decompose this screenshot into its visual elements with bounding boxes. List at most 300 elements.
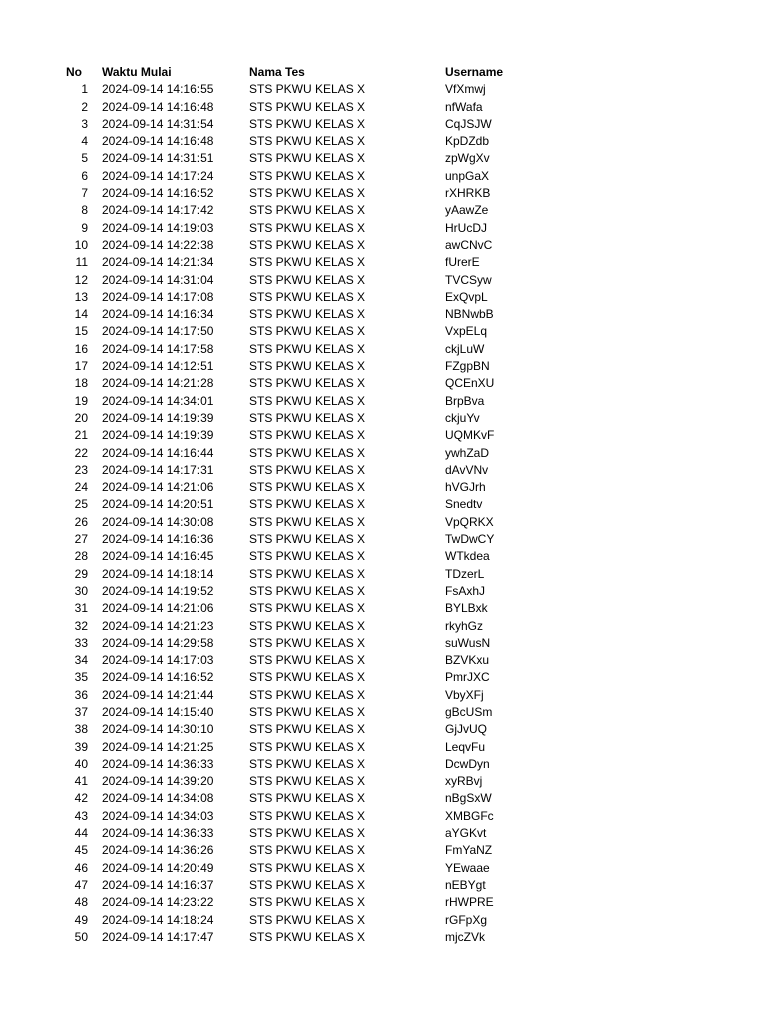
table-row	[66, 496, 545, 513]
row-number	[66, 635, 102, 652]
table-row	[66, 600, 545, 617]
username-cell: rHWPRE	[445, 895, 494, 910]
start-time-cell: 2024-09-14 14:16:52	[102, 186, 214, 201]
row-number	[66, 514, 102, 531]
start-time-cell: 2024-09-14 14:19:39	[102, 428, 214, 443]
row-number-label: 40	[74, 756, 88, 771]
start-time-cell: 2024-09-14 14:22:38	[102, 237, 214, 252]
username-cell: yAawZe	[445, 203, 489, 218]
header-start-time: Waktu Mulai	[102, 65, 172, 79]
table-row	[66, 618, 545, 635]
start-time-cell: 2024-09-14 14:16:36	[102, 532, 214, 547]
row-number	[66, 202, 102, 219]
username-cell: KpDZdb	[445, 134, 490, 149]
row-number	[66, 894, 102, 911]
table-row	[66, 669, 545, 686]
row-number-label: 50	[74, 929, 88, 944]
start-time-cell: 2024-09-14 14:17:58	[102, 341, 214, 356]
start-time-cell: 2024-09-14 14:19:03	[102, 220, 214, 235]
row-number-label: 4	[81, 134, 88, 149]
table-row	[66, 358, 545, 375]
test-name-cell: STS PKWU KELAS X	[249, 704, 366, 719]
username-cell: ckjLuW	[445, 341, 485, 356]
test-name-cell: STS PKWU KELAS X	[249, 826, 366, 841]
test-name-cell: STS PKWU KELAS X	[249, 151, 366, 166]
row-number-label: 32	[74, 618, 88, 633]
username-cell: TVCSyw	[445, 272, 492, 287]
row-number-label: 23	[74, 462, 88, 477]
row-number	[66, 323, 102, 340]
table-row	[66, 427, 545, 444]
table-row	[66, 773, 545, 790]
row-number-label: 10	[74, 237, 88, 252]
username-cell: BrpBva	[445, 393, 485, 408]
row-number-label: 15	[74, 324, 88, 339]
username-cell: Snedtv	[445, 497, 483, 512]
start-time-cell: 2024-09-14 14:30:08	[102, 514, 214, 529]
username-cell: PmrJXC	[445, 670, 490, 685]
row-number	[66, 254, 102, 271]
username-cell: NBNwbB	[445, 307, 494, 322]
row-number-label: 3	[81, 116, 88, 131]
row-number	[66, 479, 102, 496]
test-name-cell: STS PKWU KELAS X	[249, 359, 366, 374]
username-cell: XMBGFc	[445, 808, 494, 823]
username-cell: ExQvpL	[445, 289, 488, 304]
table-row	[66, 202, 545, 219]
test-name-cell: STS PKWU KELAS X	[249, 82, 366, 97]
table-row	[66, 133, 545, 150]
row-number-label: 29	[74, 566, 88, 581]
table-row	[66, 721, 545, 738]
start-time-cell: 2024-09-14 14:16:48	[102, 99, 214, 114]
test-name-cell: STS PKWU KELAS X	[249, 428, 366, 443]
table-row	[66, 168, 545, 185]
test-name-cell: STS PKWU KELAS X	[249, 549, 366, 564]
username-cell: rGFpXg	[445, 912, 488, 927]
start-time-cell: 2024-09-14 14:17:31	[102, 462, 214, 477]
test-name-cell: STS PKWU KELAS X	[249, 566, 366, 581]
row-number	[66, 306, 102, 323]
start-time-cell: 2024-09-14 14:15:40	[102, 704, 214, 719]
username-cell: LeqvFu	[445, 739, 486, 754]
username-cell: FZgpBN	[445, 359, 490, 374]
test-name-cell: STS PKWU KELAS X	[249, 497, 366, 512]
test-name-cell: STS PKWU KELAS X	[249, 514, 366, 529]
username-cell: mjcZVk	[445, 929, 485, 944]
table-row	[66, 929, 545, 946]
row-number	[66, 427, 102, 444]
row-number-label: 48	[74, 895, 88, 910]
username-cell: unpGaX	[445, 168, 490, 183]
row-number	[66, 462, 102, 479]
start-time-cell: 2024-09-14 14:16:44	[102, 445, 214, 460]
table-row	[66, 877, 545, 894]
test-name-cell: STS PKWU KELAS X	[249, 843, 366, 858]
row-number-label: 25	[74, 497, 88, 512]
row-number	[66, 618, 102, 635]
row-number	[66, 600, 102, 617]
row-number	[66, 99, 102, 116]
table-row	[66, 687, 545, 704]
table-row	[66, 860, 545, 877]
start-time-cell: 2024-09-14 14:30:10	[102, 722, 214, 737]
row-number	[66, 790, 102, 807]
table-row	[66, 756, 545, 773]
row-number	[66, 842, 102, 859]
start-time-cell: 2024-09-14 14:17:08	[102, 289, 214, 304]
username-cell: WTkdea	[445, 549, 490, 564]
test-name-cell: STS PKWU KELAS X	[249, 808, 366, 823]
start-time-cell: 2024-09-14 14:16:48	[102, 134, 214, 149]
username-cell: BYLBxk	[445, 601, 488, 616]
table-row	[66, 635, 545, 652]
row-number-label: 38	[74, 722, 88, 737]
table-row	[66, 652, 545, 669]
table-row	[66, 808, 545, 825]
start-time-cell: 2024-09-14 14:36:26	[102, 843, 214, 858]
start-time-cell: 2024-09-14 14:17:47	[102, 929, 214, 944]
test-name-cell: STS PKWU KELAS X	[249, 480, 366, 495]
row-number-label: 44	[74, 826, 88, 841]
start-time-cell: 2024-09-14 14:16:37	[102, 877, 214, 892]
table-row	[66, 704, 545, 721]
row-number	[66, 393, 102, 410]
table-row	[66, 445, 545, 462]
table-row	[66, 272, 545, 289]
username-cell: ckjuYv	[445, 410, 480, 425]
table-row	[66, 842, 545, 859]
test-name-cell: STS PKWU KELAS X	[249, 237, 366, 252]
table-row	[66, 150, 545, 167]
row-number	[66, 133, 102, 150]
start-time-cell: 2024-09-14 14:31:54	[102, 116, 214, 131]
row-number-label: 39	[74, 739, 88, 754]
table-row	[66, 894, 545, 911]
username-cell: FmYaNZ	[445, 843, 493, 858]
results-table	[66, 64, 545, 946]
row-number	[66, 739, 102, 756]
start-time-cell: 2024-09-14 14:16:45	[102, 549, 214, 564]
start-time-cell: 2024-09-14 14:34:01	[102, 393, 214, 408]
table-row	[66, 479, 545, 496]
row-number	[66, 116, 102, 133]
test-name-cell: STS PKWU KELAS X	[249, 929, 366, 944]
username-cell: nEBYgt	[445, 877, 486, 892]
header-test-name: Nama Tes	[249, 65, 305, 79]
test-name-cell: STS PKWU KELAS X	[249, 341, 366, 356]
table-row	[66, 99, 545, 116]
row-number-label: 14	[74, 307, 88, 322]
username-cell: rXHRKB	[445, 186, 491, 201]
username-cell: gBcUSm	[445, 704, 493, 719]
start-time-cell: 2024-09-14 14:31:51	[102, 151, 214, 166]
row-number-label: 6	[81, 168, 88, 183]
test-name-cell: STS PKWU KELAS X	[249, 255, 366, 270]
username-cell: awCNvC	[445, 237, 493, 252]
start-time-cell: 2024-09-14 14:21:44	[102, 687, 214, 702]
table-row	[66, 393, 545, 410]
table-row	[66, 306, 545, 323]
username-cell: QCEnXU	[445, 376, 495, 391]
row-number-label: 26	[74, 514, 88, 529]
username-cell: xyRBvj	[445, 774, 483, 789]
row-number-label: 2	[81, 99, 88, 114]
row-number	[66, 756, 102, 773]
row-number	[66, 410, 102, 427]
row-number	[66, 237, 102, 254]
row-number-label: 42	[74, 791, 88, 806]
table-row	[66, 583, 545, 600]
table-header	[66, 64, 545, 81]
username-cell: VfXmwj	[445, 82, 486, 97]
row-number	[66, 272, 102, 289]
table-row	[66, 462, 545, 479]
row-number	[66, 445, 102, 462]
start-time-cell: 2024-09-14 14:17:50	[102, 324, 214, 339]
row-number-label: 5	[81, 151, 88, 166]
header-no: No	[66, 65, 82, 79]
row-number	[66, 825, 102, 842]
test-name-cell: STS PKWU KELAS X	[249, 168, 366, 183]
row-number-label: 45	[74, 843, 88, 858]
start-time-cell: 2024-09-14 14:16:55	[102, 82, 214, 97]
row-number-label: 35	[74, 670, 88, 685]
start-time-cell: 2024-09-14 14:21:28	[102, 376, 214, 391]
username-cell: VpQRKX	[445, 514, 494, 529]
row-number	[66, 150, 102, 167]
start-time-cell: 2024-09-14 14:17:42	[102, 203, 214, 218]
row-number-label: 27	[74, 532, 88, 547]
header-row	[66, 64, 545, 81]
test-name-cell: STS PKWU KELAS X	[249, 687, 366, 702]
test-name-cell: STS PKWU KELAS X	[249, 324, 366, 339]
row-number-label: 20	[74, 410, 88, 425]
table-row	[66, 566, 545, 583]
username-cell: CqJSJW	[445, 116, 492, 131]
test-name-cell: STS PKWU KELAS X	[249, 877, 366, 892]
table-row	[66, 790, 545, 807]
test-name-cell: STS PKWU KELAS X	[249, 670, 366, 685]
table-row	[66, 81, 545, 98]
row-number	[66, 860, 102, 877]
test-name-cell: STS PKWU KELAS X	[249, 134, 366, 149]
row-number-label: 18	[74, 376, 88, 391]
username-cell: suWusN	[445, 635, 491, 650]
header-username: Username	[445, 65, 504, 79]
start-time-cell: 2024-09-14 14:19:39	[102, 410, 214, 425]
test-name-cell: STS PKWU KELAS X	[249, 376, 366, 391]
row-number	[66, 687, 102, 704]
start-time-cell: 2024-09-14 14:18:14	[102, 566, 214, 581]
start-time-cell: 2024-09-14 14:34:08	[102, 791, 214, 806]
row-number-label: 9	[81, 220, 88, 235]
start-time-cell: 2024-09-14 14:34:03	[102, 808, 214, 823]
start-time-cell: 2024-09-14 14:29:58	[102, 635, 214, 650]
username-cell: fUrerE	[445, 255, 480, 270]
username-cell: aYGKvt	[445, 826, 487, 841]
username-cell: rkyhGz	[445, 618, 484, 633]
test-name-cell: STS PKWU KELAS X	[249, 583, 366, 598]
row-number	[66, 652, 102, 669]
username-cell: TDzerL	[445, 566, 485, 581]
table-row	[66, 548, 545, 565]
test-name-cell: STS PKWU KELAS X	[249, 445, 366, 460]
row-number	[66, 220, 102, 237]
row-number	[66, 168, 102, 185]
table-row	[66, 220, 545, 237]
test-name-cell: STS PKWU KELAS X	[249, 895, 366, 910]
test-name-cell: STS PKWU KELAS X	[249, 601, 366, 616]
username-cell: HrUcDJ	[445, 220, 487, 235]
table-row	[66, 410, 545, 427]
row-number-label: 24	[74, 480, 88, 495]
start-time-cell: 2024-09-14 14:21:06	[102, 480, 214, 495]
start-time-cell: 2024-09-14 14:17:03	[102, 653, 214, 668]
row-number-label: 31	[74, 601, 88, 616]
row-number	[66, 669, 102, 686]
row-number-label: 12	[74, 272, 88, 287]
test-name-cell: STS PKWU KELAS X	[249, 532, 366, 547]
start-time-cell: 2024-09-14 14:21:25	[102, 739, 214, 754]
start-time-cell: 2024-09-14 14:39:20	[102, 774, 214, 789]
username-cell: nfWafa	[445, 99, 483, 114]
table-row	[66, 514, 545, 531]
row-number	[66, 912, 102, 929]
row-number	[66, 289, 102, 306]
test-name-cell: STS PKWU KELAS X	[249, 116, 366, 131]
row-number	[66, 531, 102, 548]
username-cell: FsAxhJ	[445, 583, 486, 598]
row-number	[66, 773, 102, 790]
username-cell: GjJvUQ	[445, 722, 487, 737]
test-name-cell: STS PKWU KELAS X	[249, 791, 366, 806]
table-row	[66, 254, 545, 271]
start-time-cell: 2024-09-14 14:20:49	[102, 860, 214, 875]
table-body	[66, 81, 545, 946]
start-time-cell: 2024-09-14 14:36:33	[102, 756, 214, 771]
row-number	[66, 375, 102, 392]
username-cell: ywhZaD	[445, 445, 490, 460]
test-name-cell: STS PKWU KELAS X	[249, 393, 366, 408]
row-number	[66, 341, 102, 358]
row-number-label: 13	[74, 289, 88, 304]
row-number-label: 43	[74, 808, 88, 823]
test-name-cell: STS PKWU KELAS X	[249, 186, 366, 201]
test-name-cell: STS PKWU KELAS X	[249, 722, 366, 737]
row-number-label: 7	[81, 186, 88, 201]
start-time-cell: 2024-09-14 14:21:23	[102, 618, 214, 633]
row-number-label: 46	[74, 860, 88, 875]
start-time-cell: 2024-09-14 14:17:24	[102, 168, 214, 183]
test-name-cell: STS PKWU KELAS X	[249, 220, 366, 235]
table-row	[66, 185, 545, 202]
test-name-cell: STS PKWU KELAS X	[249, 272, 366, 287]
start-time-cell: 2024-09-14 14:23:22	[102, 895, 214, 910]
table-row	[66, 739, 545, 756]
test-name-cell: STS PKWU KELAS X	[249, 410, 366, 425]
start-time-cell: 2024-09-14 14:21:34	[102, 255, 214, 270]
test-name-cell: STS PKWU KELAS X	[249, 289, 366, 304]
row-number-label: 11	[75, 255, 88, 270]
test-name-cell: STS PKWU KELAS X	[249, 635, 366, 650]
table-row	[66, 825, 545, 842]
row-number-label: 34	[74, 653, 88, 668]
table-row	[66, 912, 545, 929]
test-name-cell: STS PKWU KELAS X	[249, 739, 366, 754]
start-time-cell: 2024-09-14 14:18:24	[102, 912, 214, 927]
start-time-cell: 2024-09-14 14:12:51	[102, 359, 214, 374]
test-name-cell: STS PKWU KELAS X	[249, 203, 366, 218]
row-number-label: 1	[81, 82, 88, 97]
username-cell: nBgSxW	[445, 791, 492, 806]
test-name-cell: STS PKWU KELAS X	[249, 462, 366, 477]
username-cell: zpWgXv	[445, 151, 490, 166]
username-cell: YEwaae	[445, 860, 490, 875]
row-number	[66, 566, 102, 583]
start-time-cell: 2024-09-14 14:21:06	[102, 601, 214, 616]
row-number	[66, 808, 102, 825]
row-number	[66, 929, 102, 946]
table-row	[66, 116, 545, 133]
row-number	[66, 877, 102, 894]
test-name-cell: STS PKWU KELAS X	[249, 307, 366, 322]
row-number-label: 19	[74, 393, 88, 408]
row-number-label: 22	[74, 445, 88, 460]
row-number-label: 49	[74, 912, 88, 927]
test-name-cell: STS PKWU KELAS X	[249, 756, 366, 771]
table-row	[66, 289, 545, 306]
test-name-cell: STS PKWU KELAS X	[249, 653, 366, 668]
start-time-cell: 2024-09-14 14:16:34	[102, 307, 214, 322]
row-number	[66, 704, 102, 721]
row-number-label: 41	[74, 774, 88, 789]
row-number	[66, 721, 102, 738]
start-time-cell: 2024-09-14 14:20:51	[102, 497, 214, 512]
row-number	[66, 496, 102, 513]
row-number-label: 21	[74, 428, 88, 443]
test-name-cell: STS PKWU KELAS X	[249, 774, 366, 789]
row-number-label: 30	[74, 583, 88, 598]
username-cell: hVGJrh	[445, 480, 486, 495]
start-time-cell: 2024-09-14 14:36:33	[102, 826, 214, 841]
table-row	[66, 323, 545, 340]
username-cell: TwDwCY	[445, 532, 495, 547]
start-time-cell: 2024-09-14 14:31:04	[102, 272, 214, 287]
username-cell: BZVKxu	[445, 653, 490, 668]
test-name-cell: STS PKWU KELAS X	[249, 860, 366, 875]
row-number	[66, 358, 102, 375]
start-time-cell: 2024-09-14 14:19:52	[102, 583, 214, 598]
username-cell: dAvVNv	[445, 462, 489, 477]
table-row	[66, 375, 545, 392]
row-number	[66, 185, 102, 202]
test-name-cell: STS PKWU KELAS X	[249, 618, 366, 633]
row-number-label: 28	[74, 549, 88, 564]
row-number-label: 33	[74, 635, 88, 650]
row-number-label: 36	[74, 687, 88, 702]
table-row	[66, 341, 545, 358]
test-name-cell: STS PKWU KELAS X	[249, 99, 366, 114]
row-number-label: 37	[74, 704, 88, 719]
row-number-label: 17	[74, 359, 88, 374]
row-number-label: 47	[74, 877, 88, 892]
row-number-label: 16	[74, 341, 88, 356]
table-row	[66, 237, 545, 254]
username-cell: VbyXFj	[445, 687, 484, 702]
username-cell: VxpELq	[445, 324, 488, 339]
row-number	[66, 583, 102, 600]
